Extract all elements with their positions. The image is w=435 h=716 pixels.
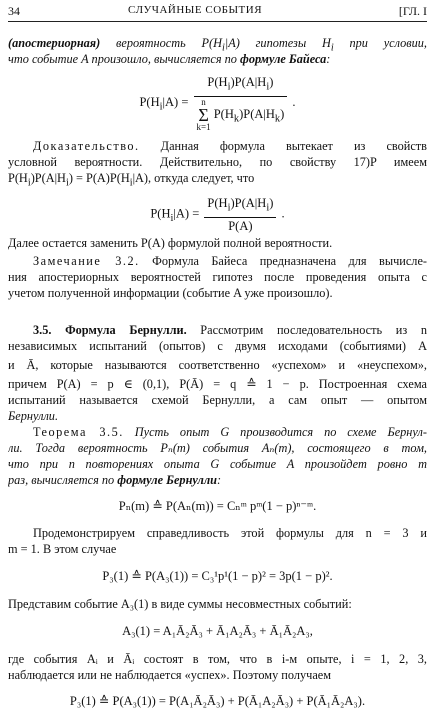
section-line4: причем P(A) = p ∈ (0,1), P(Ā) = q ≙ 1 − p. Построенная схема <box>8 377 427 391</box>
section-line2: независимых испытаний (опытов) с двумя исходами (событиями) A <box>8 339 427 353</box>
header-rule <box>8 21 427 22</box>
aposteriori-term: (апостериорная) <box>8 36 101 50</box>
bernoulli-equation: Pₙ(m) ≙ P(Aₙ(m)) = Cₙᵐ pᵐ(1 − p)ⁿ⁻ᵐ. <box>118 499 317 513</box>
present-text: Представим событие A₃(1) в виде суммы несовместных событий: <box>8 597 352 611</box>
remark-word: Замечание 3.2. <box>33 254 140 268</box>
remark-line1: Замечание 3.2. Формула Байеса предназначена для вычисле- <box>33 254 427 268</box>
para1-line2: что событие A произошло, вычисляется по формуле Байеса: <box>8 52 331 66</box>
remark-line3: учетом полученной информации (событие A уже произошло). <box>8 286 333 300</box>
where-line1: где события Aᵢ и Āᵢ состоят в том, что в i-м опыте, i = 1, 2, 3, <box>8 652 427 666</box>
running-title: СЛУЧАЙНЫЕ СОБЫТИЯ <box>128 4 263 16</box>
summation-sign: n Σ k=1 <box>196 96 211 132</box>
theorem-line3: что при n повторениях опыта G событие A произойдет ровно m <box>8 457 427 471</box>
remark-line2: ния апостериорных вероятностей гипотез после проведения опыта с <box>8 270 427 284</box>
bayes-derivation-equation: $P(H_i|A)$ = $\frac{P(H_i)P(A|H_i)}{P(A)}$ . <box>150 196 285 233</box>
p3-sum-equation: P₃(1) ≙ P(A₃(1)) = P(A₁Ā₂Ā₃) + P(Ā₁A₂Ā₃) + P(Ā₁Ā₂A₃). <box>69 694 366 708</box>
p3-equation: P₃(1) ≙ P(A₃(1)) = C₃¹p¹(1 − p)² = 3p(1 − p)². <box>102 569 333 583</box>
proof-word: Доказательство. <box>33 139 140 153</box>
proof-line2: условной вероятности. Действительно, по свойству 17)P имеем <box>8 155 427 169</box>
section-line5: испытаний называется схемой Бернулли, а сам опыт — опытом <box>8 393 427 407</box>
theorem-line2: ли. Тогда вероятность Pₙ(m) события Aₙ(m), состоящего в том, <box>8 441 427 455</box>
section-line6: Бернулли. <box>8 409 59 423</box>
chapter-label: [ГЛ. I <box>398 4 427 18</box>
bayes-formula-term: формуле Байеса <box>240 52 327 66</box>
bernoulli-formula-term: формуле Бернулли <box>117 473 217 487</box>
a3-decomposition-equation: A₃(1) = A₁Ā₂Ā₃ + Ā₁A₂Ā₃ + Ā₁Ā₂A₃, <box>122 624 313 638</box>
after-derivation-text: Далее остается заменить P(A) формулой полной вероятности. <box>8 236 333 250</box>
theorem-word: Теорема 3.5. <box>33 425 124 439</box>
proof-line1: Доказательство. Данная формула вытекает из свойств <box>33 139 427 153</box>
derivation-fraction: $\frac{P(H_i)P(A|H_i)}{P(A)}$ <box>204 196 276 234</box>
where-line2: наблюдается или не наблюдается «успех». Поэтому получаем <box>8 668 332 682</box>
theorem-line1: Теорема 3.5. Пусть опыт G производится по схеме Бернул- <box>33 425 427 439</box>
section-line1: 3.5. Формула Бернулли. Рассмотрим последовательность из n <box>33 323 427 337</box>
bayes-equation: $P(H_i|A)$ = $P(H_i)P(A|H_i)$ n Σ k=1 $P(H_k)P(A|H_k)$ . <box>139 75 296 132</box>
bayes-fraction: $P(H_i)P(A|H_i)$ n Σ k=1 $P(H_k)P(A|H_k)$ <box>194 75 288 132</box>
section-line3: и Ā, которые называются соответственно «успехом» и «неуспехом», <box>8 358 427 372</box>
section-title: 3.5. Формула Бернулли. <box>33 323 187 337</box>
demo-line1: Продемонстрируем справедливость этой формулы для n = 3 и <box>33 526 427 540</box>
page-number: 34 <box>8 4 20 18</box>
para1-line1: (апостериорная) вероятность $P(H_i|A)$ гипотезы $H_i$ при условии, <box>8 36 427 54</box>
demo-line2: m = 1. В этом случае <box>8 542 117 556</box>
proof-line3: $P(H_i)P(A|H_i) = P(A)P(H_i|A)$, откуда следует, что <box>8 171 255 189</box>
theorem-line4: раз, вычисляется по формуле Бернулли: <box>8 473 222 487</box>
